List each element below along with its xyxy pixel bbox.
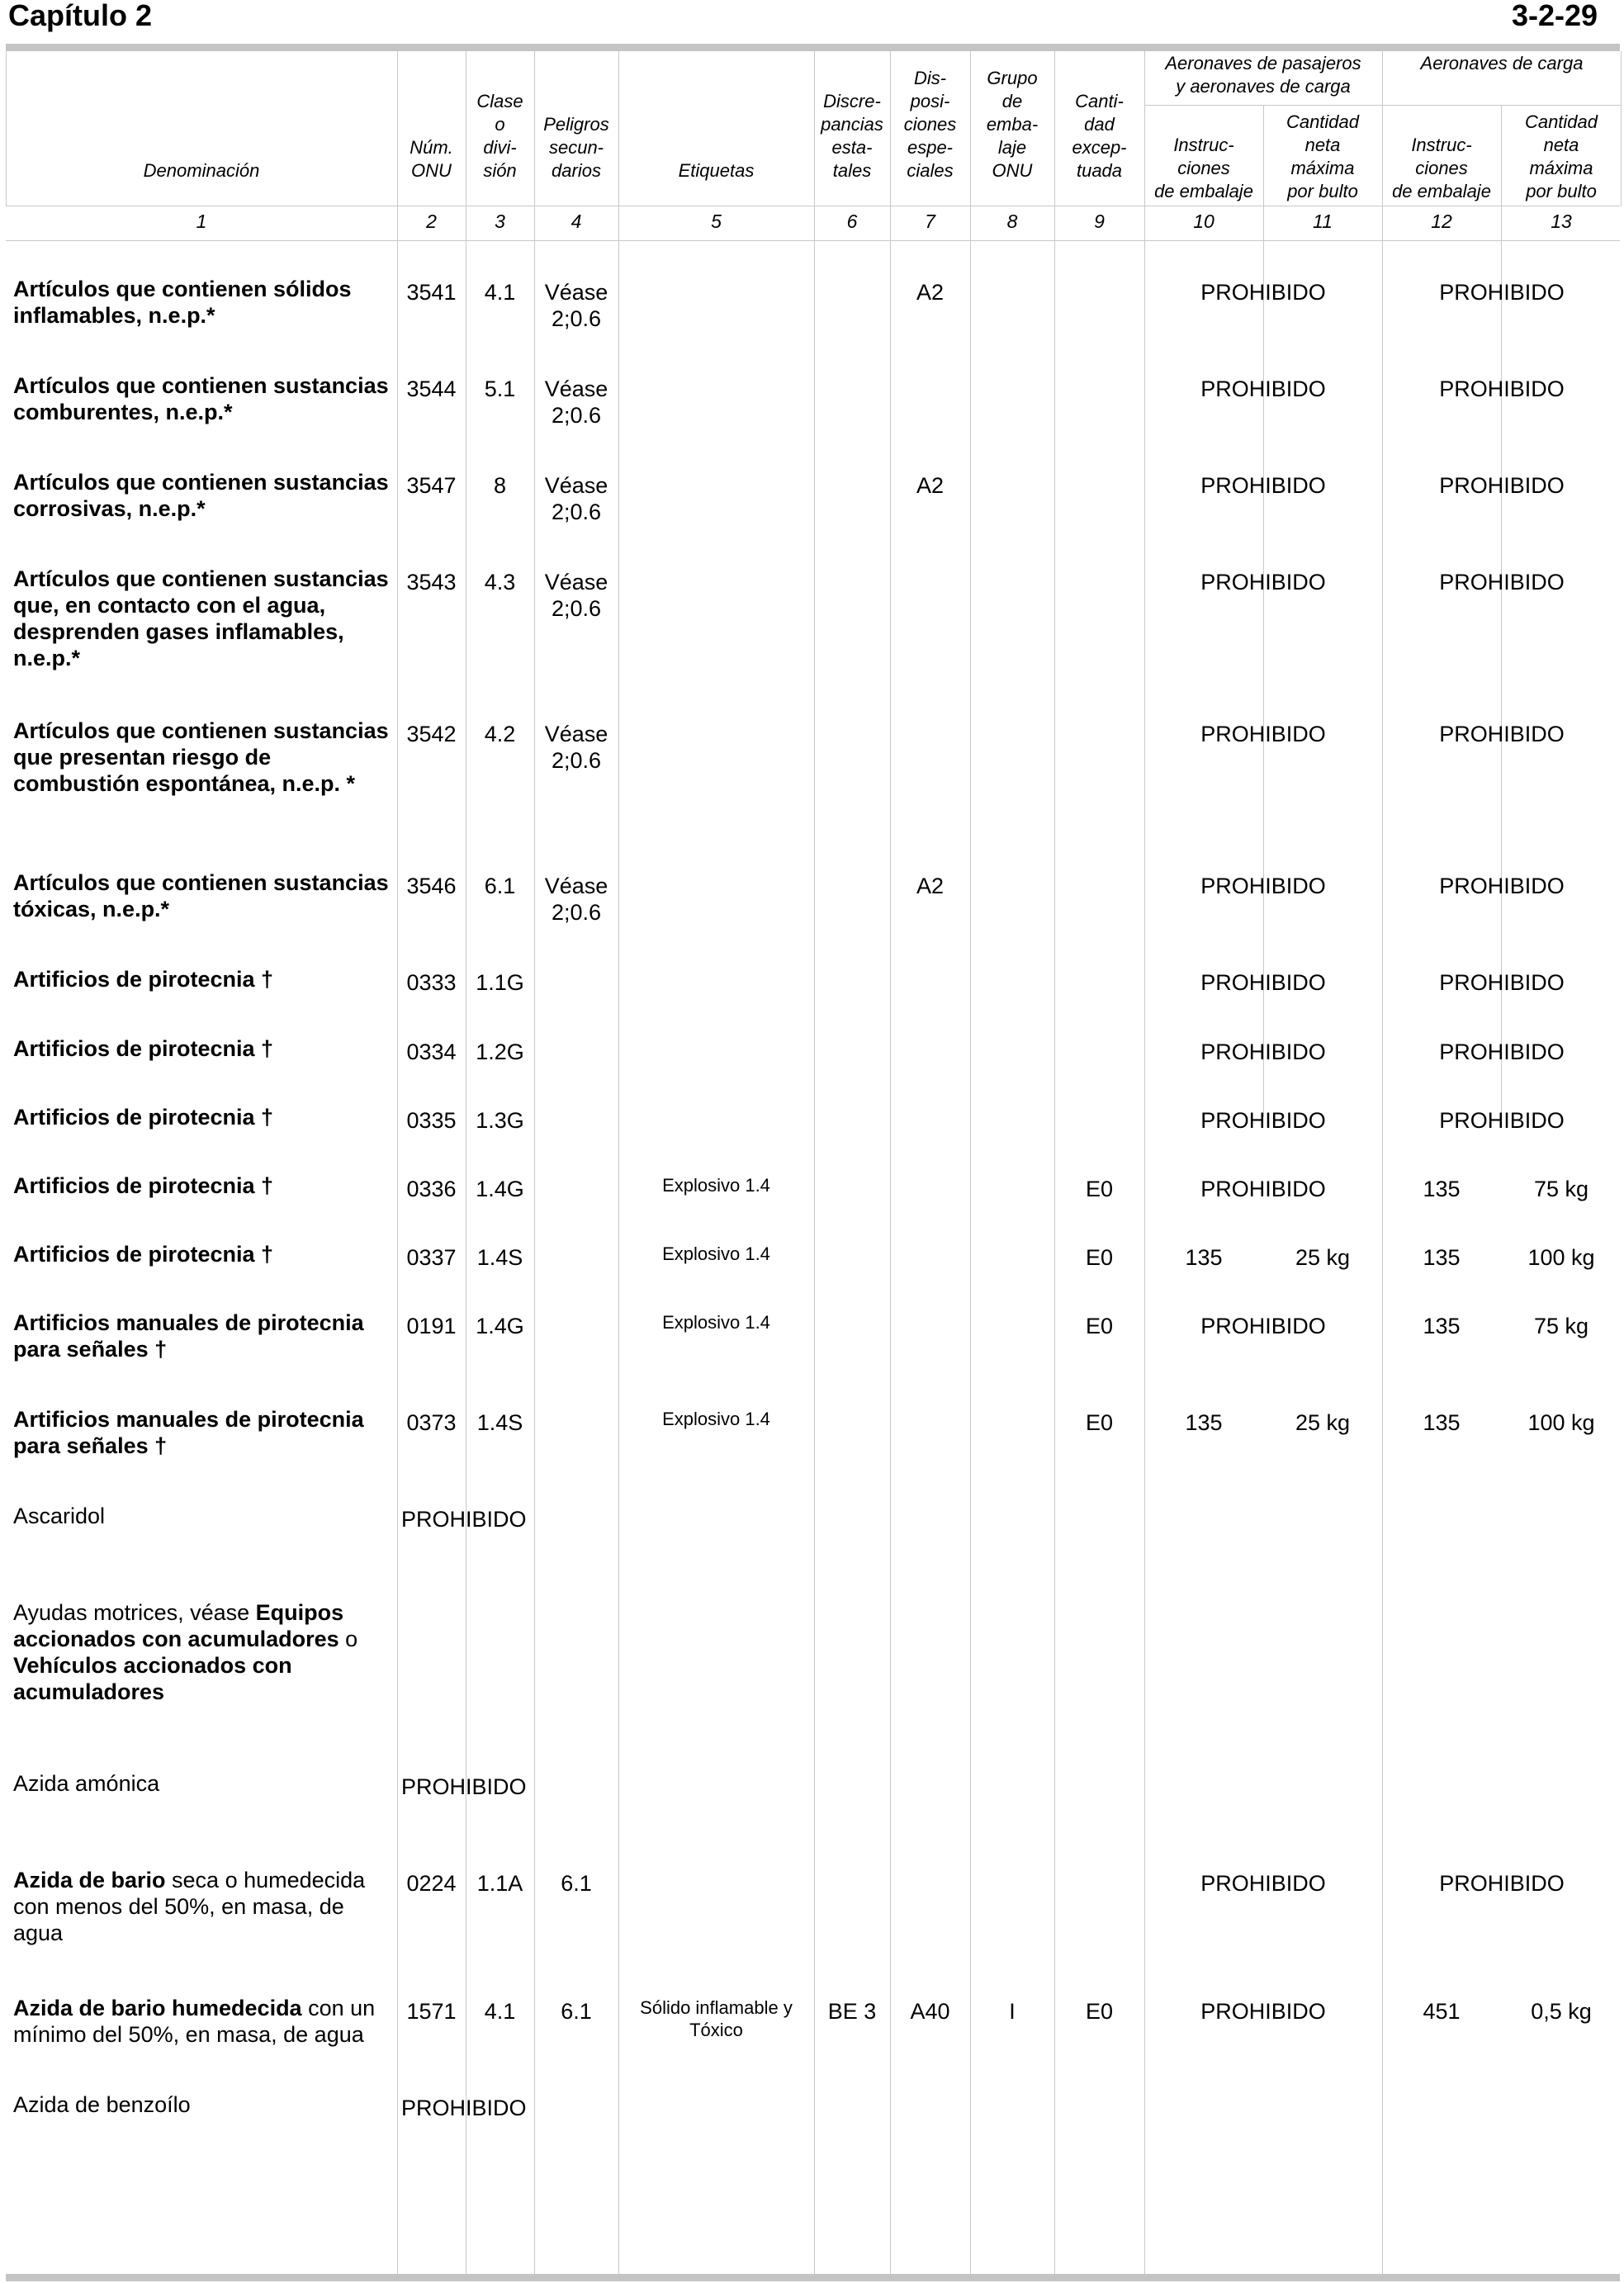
column-number: 10 <box>1193 211 1214 232</box>
subsidiary-hazard: Véase 2;0.6 <box>544 874 608 925</box>
excepted-quantity: E0 <box>1085 1245 1114 1270</box>
item-name-bold: Artículos que contienen sustancias que presentan riesgo de combustión espontánea, n.e.p. * <box>13 718 389 796</box>
column-header-peligros-secundarios: Peligros secun- darios <box>543 114 609 181</box>
item-name <box>13 718 393 797</box>
item-name-bold: Artificios de pirotecnia † <box>13 1173 274 1198</box>
item-name-part: o <box>339 1627 358 1651</box>
row-forbidden: PROHIBIDO <box>401 1774 527 1799</box>
subsidiary-hazard: Véase 2;0.6 <box>544 473 608 524</box>
column-header-denominacion: Denominación <box>143 160 260 181</box>
column-divider <box>970 51 971 2274</box>
item-name <box>13 469 393 522</box>
un-number: 0335 <box>406 1108 457 1133</box>
number-row-rule <box>6 240 1620 241</box>
pax-forbidden: PROHIBIDO <box>1200 280 1326 305</box>
un-number: 0337 <box>406 1245 457 1270</box>
column-number: 2 <box>426 211 437 232</box>
item-name <box>13 1770 393 1797</box>
item-name <box>13 1035 393 1062</box>
class-division: 1.4S <box>476 1410 523 1435</box>
item-name-rest: con un mínimo del 50%, en masa, de agua <box>13 1996 376 2047</box>
item-name <box>13 1104 393 1130</box>
class-division: 1.1A <box>476 1871 523 1896</box>
hazard-label: Sólido inflamable y Tóxico <box>640 1997 793 2040</box>
column-divider <box>1054 51 1055 2274</box>
pax-forbidden: PROHIBIDO <box>1200 1871 1326 1896</box>
item-name <box>13 1995 393 2048</box>
un-number: 0336 <box>406 1177 457 1201</box>
class-division: 5.1 <box>484 377 516 401</box>
column-header-discrepancias: Discre- pancias esta- tales <box>821 91 883 181</box>
item-name <box>13 276 393 329</box>
item-name <box>13 372 393 425</box>
column-header-disposiciones: Dis- posi- ciones espe- ciales <box>903 68 957 181</box>
chapter-title: Capítulo 2 <box>8 0 153 32</box>
pax-forbidden: PROHIBIDO <box>1200 722 1326 746</box>
cargo-packing-instruction: 135 <box>1423 1245 1461 1270</box>
column-header-cantidad-carga: Cantidad neta máxima por bulto <box>1524 111 1598 201</box>
cargo-max-quantity: 0,5 kg <box>1531 1999 1592 2024</box>
pax-forbidden: PROHIBIDO <box>1200 1177 1326 1201</box>
cargo-forbidden: PROHIBIDO <box>1439 1040 1565 1064</box>
item-name-bold: Artículos que contienen sustancias comburentes, n.e.p.* <box>13 373 389 424</box>
item-name-part: Vehículos accionados con acumuladores <box>13 1653 292 1704</box>
cargo-forbidden: PROHIBIDO <box>1439 722 1565 746</box>
cargo-forbidden: PROHIBIDO <box>1439 1108 1565 1133</box>
item-name <box>13 869 393 922</box>
cargo-forbidden: PROHIBIDO <box>1439 377 1565 401</box>
excepted-quantity: E0 <box>1085 1177 1114 1201</box>
item-name-bold: Artificios de pirotecnia † <box>13 1242 274 1267</box>
item-name-rest: seca o humedecida con menos del 50%, en masa, de agua <box>13 1868 366 1945</box>
page-number: 3-2-29 <box>1511 0 1598 32</box>
excepted-quantity: E0 <box>1085 1999 1114 2024</box>
pax-packing-instruction: 135 <box>1185 1410 1223 1435</box>
subsidiary-hazard: 6.1 <box>561 1871 592 1896</box>
column-header-instrucciones-pax: Instruc- ciones de embalaje <box>1154 135 1253 201</box>
header-passenger-aircraft: Aeronaves de pasajeros y aeronaves de carga <box>1165 53 1361 97</box>
cargo-packing-instruction: 451 <box>1423 1999 1461 2024</box>
cargo-forbidden: PROHIBIDO <box>1439 473 1565 498</box>
pax-max-quantity: 25 kg <box>1295 1410 1351 1435</box>
column-header-clase: Clase o divi- sión <box>476 91 523 181</box>
column-header-num-onu: Núm. ONU <box>410 137 453 181</box>
item-name-bold: Artificios manuales de pirotecnia para señales † <box>13 1407 364 1458</box>
item-name-bold: Azida de bario <box>13 1868 166 1892</box>
column-number: 12 <box>1431 211 1452 232</box>
cargo-packing-instruction: 135 <box>1423 1314 1461 1338</box>
pax-forbidden: PROHIBIDO <box>1200 874 1326 898</box>
subsidiary-hazard: Véase 2;0.6 <box>544 570 608 621</box>
un-number: 0333 <box>406 970 457 995</box>
hazard-label: Explosivo 1.4 <box>662 1312 770 1333</box>
un-number: 3544 <box>406 377 457 401</box>
class-division: 8 <box>493 473 507 498</box>
pax-forbidden: PROHIBIDO <box>1200 473 1326 498</box>
item-name-bold: Artículos que contienen sustancias corrosivas, n.e.p.* <box>13 470 389 521</box>
class-division: 6.1 <box>484 874 516 898</box>
cargo-max-quantity: 100 kg <box>1527 1410 1595 1435</box>
item-name <box>13 1310 393 1362</box>
column-number: 6 <box>846 211 858 232</box>
excepted-quantity: E0 <box>1085 1314 1114 1338</box>
packing-group: I <box>1009 1999 1016 2024</box>
subsidiary-hazard: Véase 2;0.6 <box>544 377 608 428</box>
cargo-forbidden: PROHIBIDO <box>1439 1871 1565 1896</box>
item-name-part: Equipos accionados con acumuladores <box>13 1600 344 1651</box>
hazard-label: Explosivo 1.4 <box>662 1175 770 1196</box>
un-number: 3542 <box>406 722 457 746</box>
un-number: 0373 <box>406 1410 457 1435</box>
item-name <box>13 966 393 992</box>
cargo-max-quantity: 75 kg <box>1533 1177 1589 1201</box>
special-provision: A2 <box>916 280 945 305</box>
column-number: 1 <box>196 211 207 232</box>
pax-packing-instruction: 135 <box>1185 1245 1223 1270</box>
class-division: 1.2G <box>476 1040 524 1064</box>
class-division: 1.1G <box>476 970 524 995</box>
column-number: 7 <box>925 211 935 232</box>
pax-max-quantity: 25 kg <box>1295 1245 1351 1270</box>
pax-forbidden: PROHIBIDO <box>1200 377 1326 401</box>
pax-forbidden: PROHIBIDO <box>1200 1999 1326 2024</box>
column-divider <box>890 51 891 2274</box>
column-number: 5 <box>711 211 722 232</box>
class-division: 4.2 <box>484 722 516 746</box>
column-divider <box>1263 105 1264 1117</box>
group-header-rule <box>1144 105 1622 106</box>
bottom-rule <box>6 2274 1620 2281</box>
column-header-etiquetas: Etiquetas <box>678 160 755 181</box>
un-number: 0334 <box>406 1040 457 1064</box>
special-provision: A40 <box>910 1999 950 2024</box>
subsidiary-hazard: Véase 2;0.6 <box>544 280 608 331</box>
column-header-instrucciones-carga: Instruc- ciones de embalaje <box>1392 135 1491 201</box>
state-variation: BE 3 <box>827 1999 877 2024</box>
un-number: 1571 <box>406 1999 457 2024</box>
item-name-rest: Azida amónica <box>13 1771 160 1796</box>
row-forbidden: PROHIBIDO <box>401 2096 527 2120</box>
column-divider <box>1501 105 1502 1117</box>
column-number: 11 <box>1313 211 1333 232</box>
item-name <box>13 1406 393 1459</box>
item-name-bold: Artificios de pirotecnia † <box>13 967 274 992</box>
header-cargo-aircraft: Aeronaves de carga <box>1420 53 1584 73</box>
un-number: 3546 <box>406 874 457 898</box>
column-number: 4 <box>571 211 582 232</box>
hazard-label: Explosivo 1.4 <box>662 1409 770 1429</box>
cargo-forbidden: PROHIBIDO <box>1439 570 1565 594</box>
column-number: 9 <box>1094 211 1105 232</box>
un-number: 3547 <box>406 473 457 498</box>
item-name <box>13 1241 393 1267</box>
pax-forbidden: PROHIBIDO <box>1200 1108 1326 1133</box>
cargo-max-quantity: 75 kg <box>1533 1314 1589 1338</box>
item-name-bold: Artificios de pirotecnia † <box>13 1036 274 1061</box>
cargo-forbidden: PROHIBIDO <box>1439 970 1565 995</box>
pax-forbidden: PROHIBIDO <box>1200 970 1326 995</box>
class-division: 1.4S <box>476 1245 523 1270</box>
un-number: 3541 <box>406 280 457 305</box>
pax-forbidden: PROHIBIDO <box>1200 1040 1326 1064</box>
un-number: 0191 <box>406 1314 457 1338</box>
item-name <box>13 1172 393 1199</box>
cargo-forbidden: PROHIBIDO <box>1439 280 1565 305</box>
column-header-grupo-embalaje: Grupo de emba- laje ONU <box>986 68 1039 181</box>
item-name <box>13 1503 393 1529</box>
item-name <box>13 1867 393 1946</box>
item-name-rest: Ascaridol <box>13 1504 106 1528</box>
top-rule <box>6 44 1620 51</box>
item-name <box>13 566 393 671</box>
column-divider <box>814 51 815 2274</box>
item-name <box>13 1599 393 1705</box>
class-division: 4.1 <box>484 1999 516 2024</box>
un-number: 0224 <box>406 1871 457 1896</box>
class-division: 1.4G <box>476 1177 524 1201</box>
special-provision: A2 <box>916 473 945 498</box>
un-number: 3543 <box>406 570 457 594</box>
subsidiary-hazard: Véase 2;0.6 <box>544 722 608 773</box>
pax-forbidden: PROHIBIDO <box>1200 570 1326 594</box>
cargo-forbidden: PROHIBIDO <box>1439 874 1565 898</box>
item-name-bold: Artificios manuales de pirotecnia para señales † <box>13 1310 364 1362</box>
item-name-bold: Artículos que contienen sustancias que, en contacto con el agua, desprenden gases inflamables, n.e.p.* <box>13 566 389 670</box>
column-header-cantidad-exceptuada: Canti- dad excep- tuada <box>1072 91 1127 181</box>
excepted-quantity: E0 <box>1085 1410 1114 1435</box>
item-name-rest: Azida de benzoílo <box>13 2092 191 2117</box>
item-name-bold: Artículos que contienen sólidos inflamables, n.e.p.* <box>13 277 352 328</box>
column-number: 13 <box>1551 211 1572 232</box>
hazard-label: Explosivo 1.4 <box>662 1243 770 1264</box>
special-provision: A2 <box>916 874 945 898</box>
class-division: 4.3 <box>484 570 516 594</box>
cargo-packing-instruction: 135 <box>1423 1177 1461 1201</box>
item-name-bold: Artículos que contienen sustancias tóxicas, n.e.p.* <box>13 870 389 921</box>
column-header-cantidad-pax: Cantidad neta máxima por bulto <box>1285 111 1360 201</box>
column-number: 3 <box>495 211 505 232</box>
subsidiary-hazard: 6.1 <box>561 1999 592 2024</box>
class-division: 1.3G <box>476 1108 524 1133</box>
item-name-bold: Artificios de pirotecnia † <box>13 1105 274 1130</box>
item-name-bold: Azida de bario humedecida <box>13 1996 302 2020</box>
pax-forbidden: PROHIBIDO <box>1200 1314 1326 1338</box>
column-number: 8 <box>1006 211 1018 232</box>
column-divider <box>618 51 619 2274</box>
item-name-part: Ayudas motrices, véase <box>13 1600 256 1625</box>
row-forbidden: PROHIBIDO <box>401 1507 527 1532</box>
item-name <box>13 2091 393 2118</box>
cargo-packing-instruction: 135 <box>1423 1410 1461 1435</box>
class-division: 4.1 <box>484 280 516 305</box>
class-division: 1.4G <box>476 1314 524 1338</box>
cargo-max-quantity: 100 kg <box>1527 1245 1595 1270</box>
